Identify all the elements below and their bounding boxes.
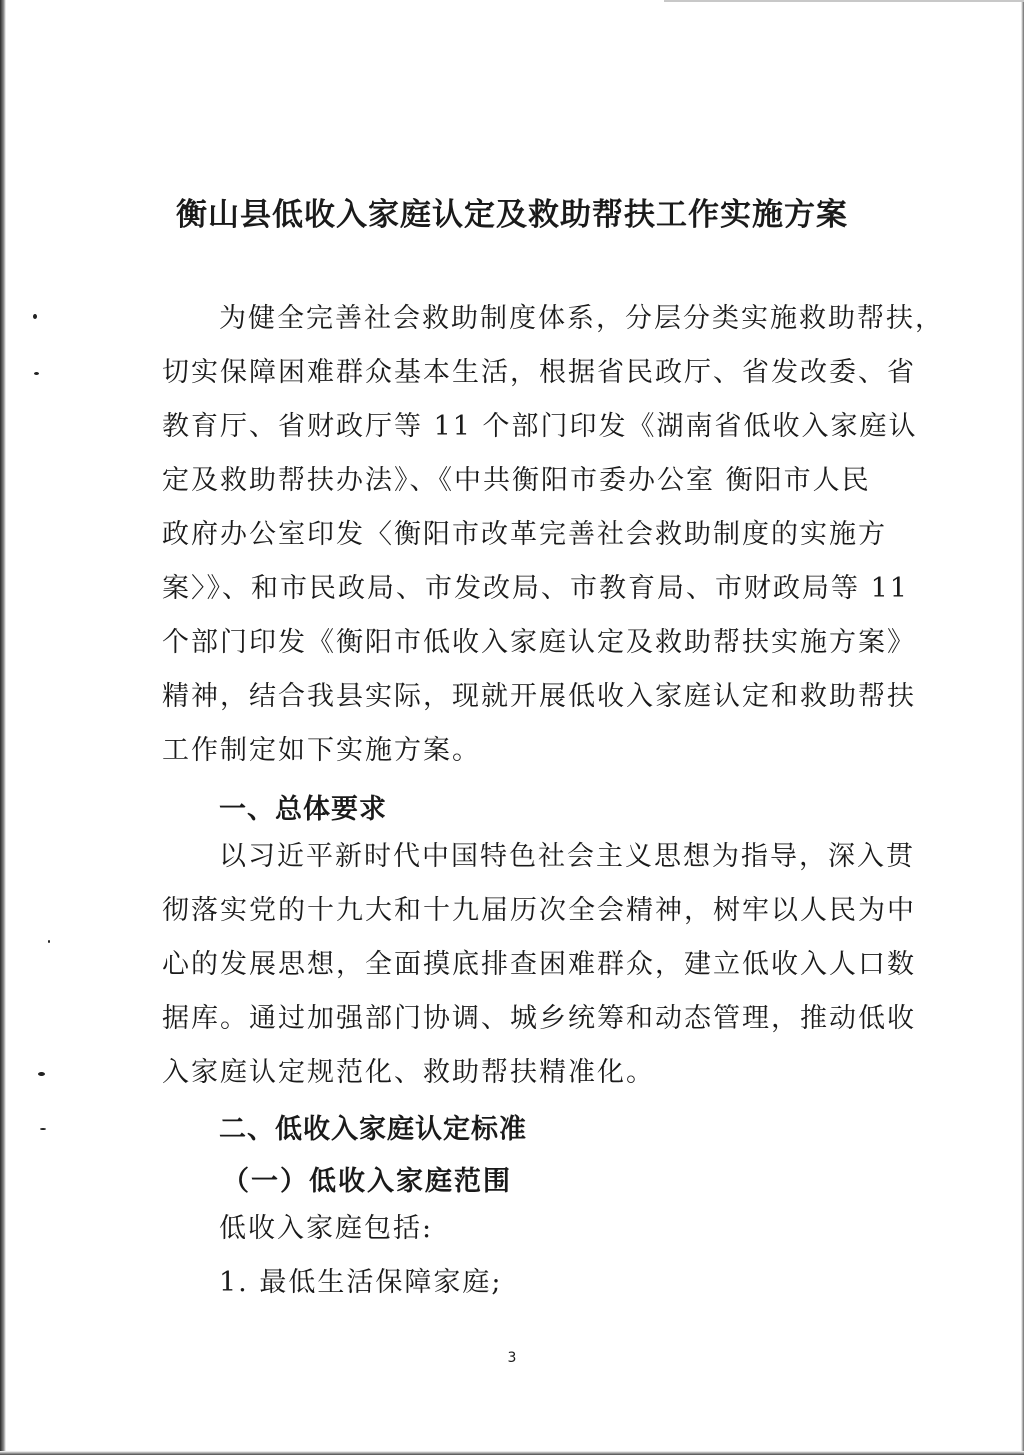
section1-line: 入家庭认定规范化、救助帮扶精准化。 <box>162 1057 655 1088</box>
page-number: 3 <box>507 1350 517 1366</box>
scan-speck <box>48 940 50 943</box>
intro-line: 精神，结合我县实际，现就开展低收入家庭认定和救助帮扶 <box>162 681 916 712</box>
section1-line: 彻落实党的十九大和十九届历次全会精神，树牢以人民为中 <box>162 895 916 926</box>
intro-line: 为健全完善社会救助制度体系，分层分类实施救助帮扶， <box>219 303 944 334</box>
intro-line: 政府办公室印发〈衡阳市改革完善社会救助制度的实施方 <box>162 519 887 550</box>
scan-speck <box>38 1072 45 1076</box>
intro-line: 工作制定如下实施方案。 <box>162 735 481 766</box>
intro-line: 案〉》、和市民政局、市发改局、市教育局、市财政局等 11 <box>162 573 909 604</box>
section1-line: 据库。通过加强部门协调、城乡统筹和动态管理，推动低收 <box>162 1003 916 1034</box>
document-title: 衡山县低收入家庭认定及救助帮扶工作实施方案 <box>176 197 848 233</box>
intro-line: 个部门印发《衡阳市低收入家庭认定及救助帮扶实施方案》 <box>162 627 916 658</box>
section-heading: 一、总体要求 <box>219 794 387 825</box>
section1-line: 以习近平新时代中国特色社会主义思想为指导，深入贯 <box>219 841 915 872</box>
intro-line: 切实保障困难群众基本生活，根据省民政厅、省发改委、省 <box>162 357 916 388</box>
intro-line: 教育厅、省财政厅等 11 个部门印发《湖南省低收入家庭认 <box>162 411 918 442</box>
section2-line: 1. 最低生活保障家庭; <box>219 1267 503 1298</box>
scan-speck <box>40 1128 46 1130</box>
scan-speck <box>34 372 39 375</box>
section-heading: 二、低收入家庭认定标准 <box>219 1114 527 1145</box>
section1-line: 心的发展思想，全面摸底排查困难群众，建立低收入人口数 <box>162 949 916 980</box>
section2-line: 低收入家庭包括: <box>219 1213 434 1244</box>
scan-edge-bottom <box>0 1451 1024 1455</box>
subsection-heading: （一）低收入家庭范围 <box>222 1166 512 1197</box>
intro-line: 定及救助帮扶办法》、《中共衡阳市委办公室 衡阳市人民 <box>162 465 871 496</box>
scan-edge-top <box>664 0 1024 2</box>
scan-speck <box>33 314 37 319</box>
